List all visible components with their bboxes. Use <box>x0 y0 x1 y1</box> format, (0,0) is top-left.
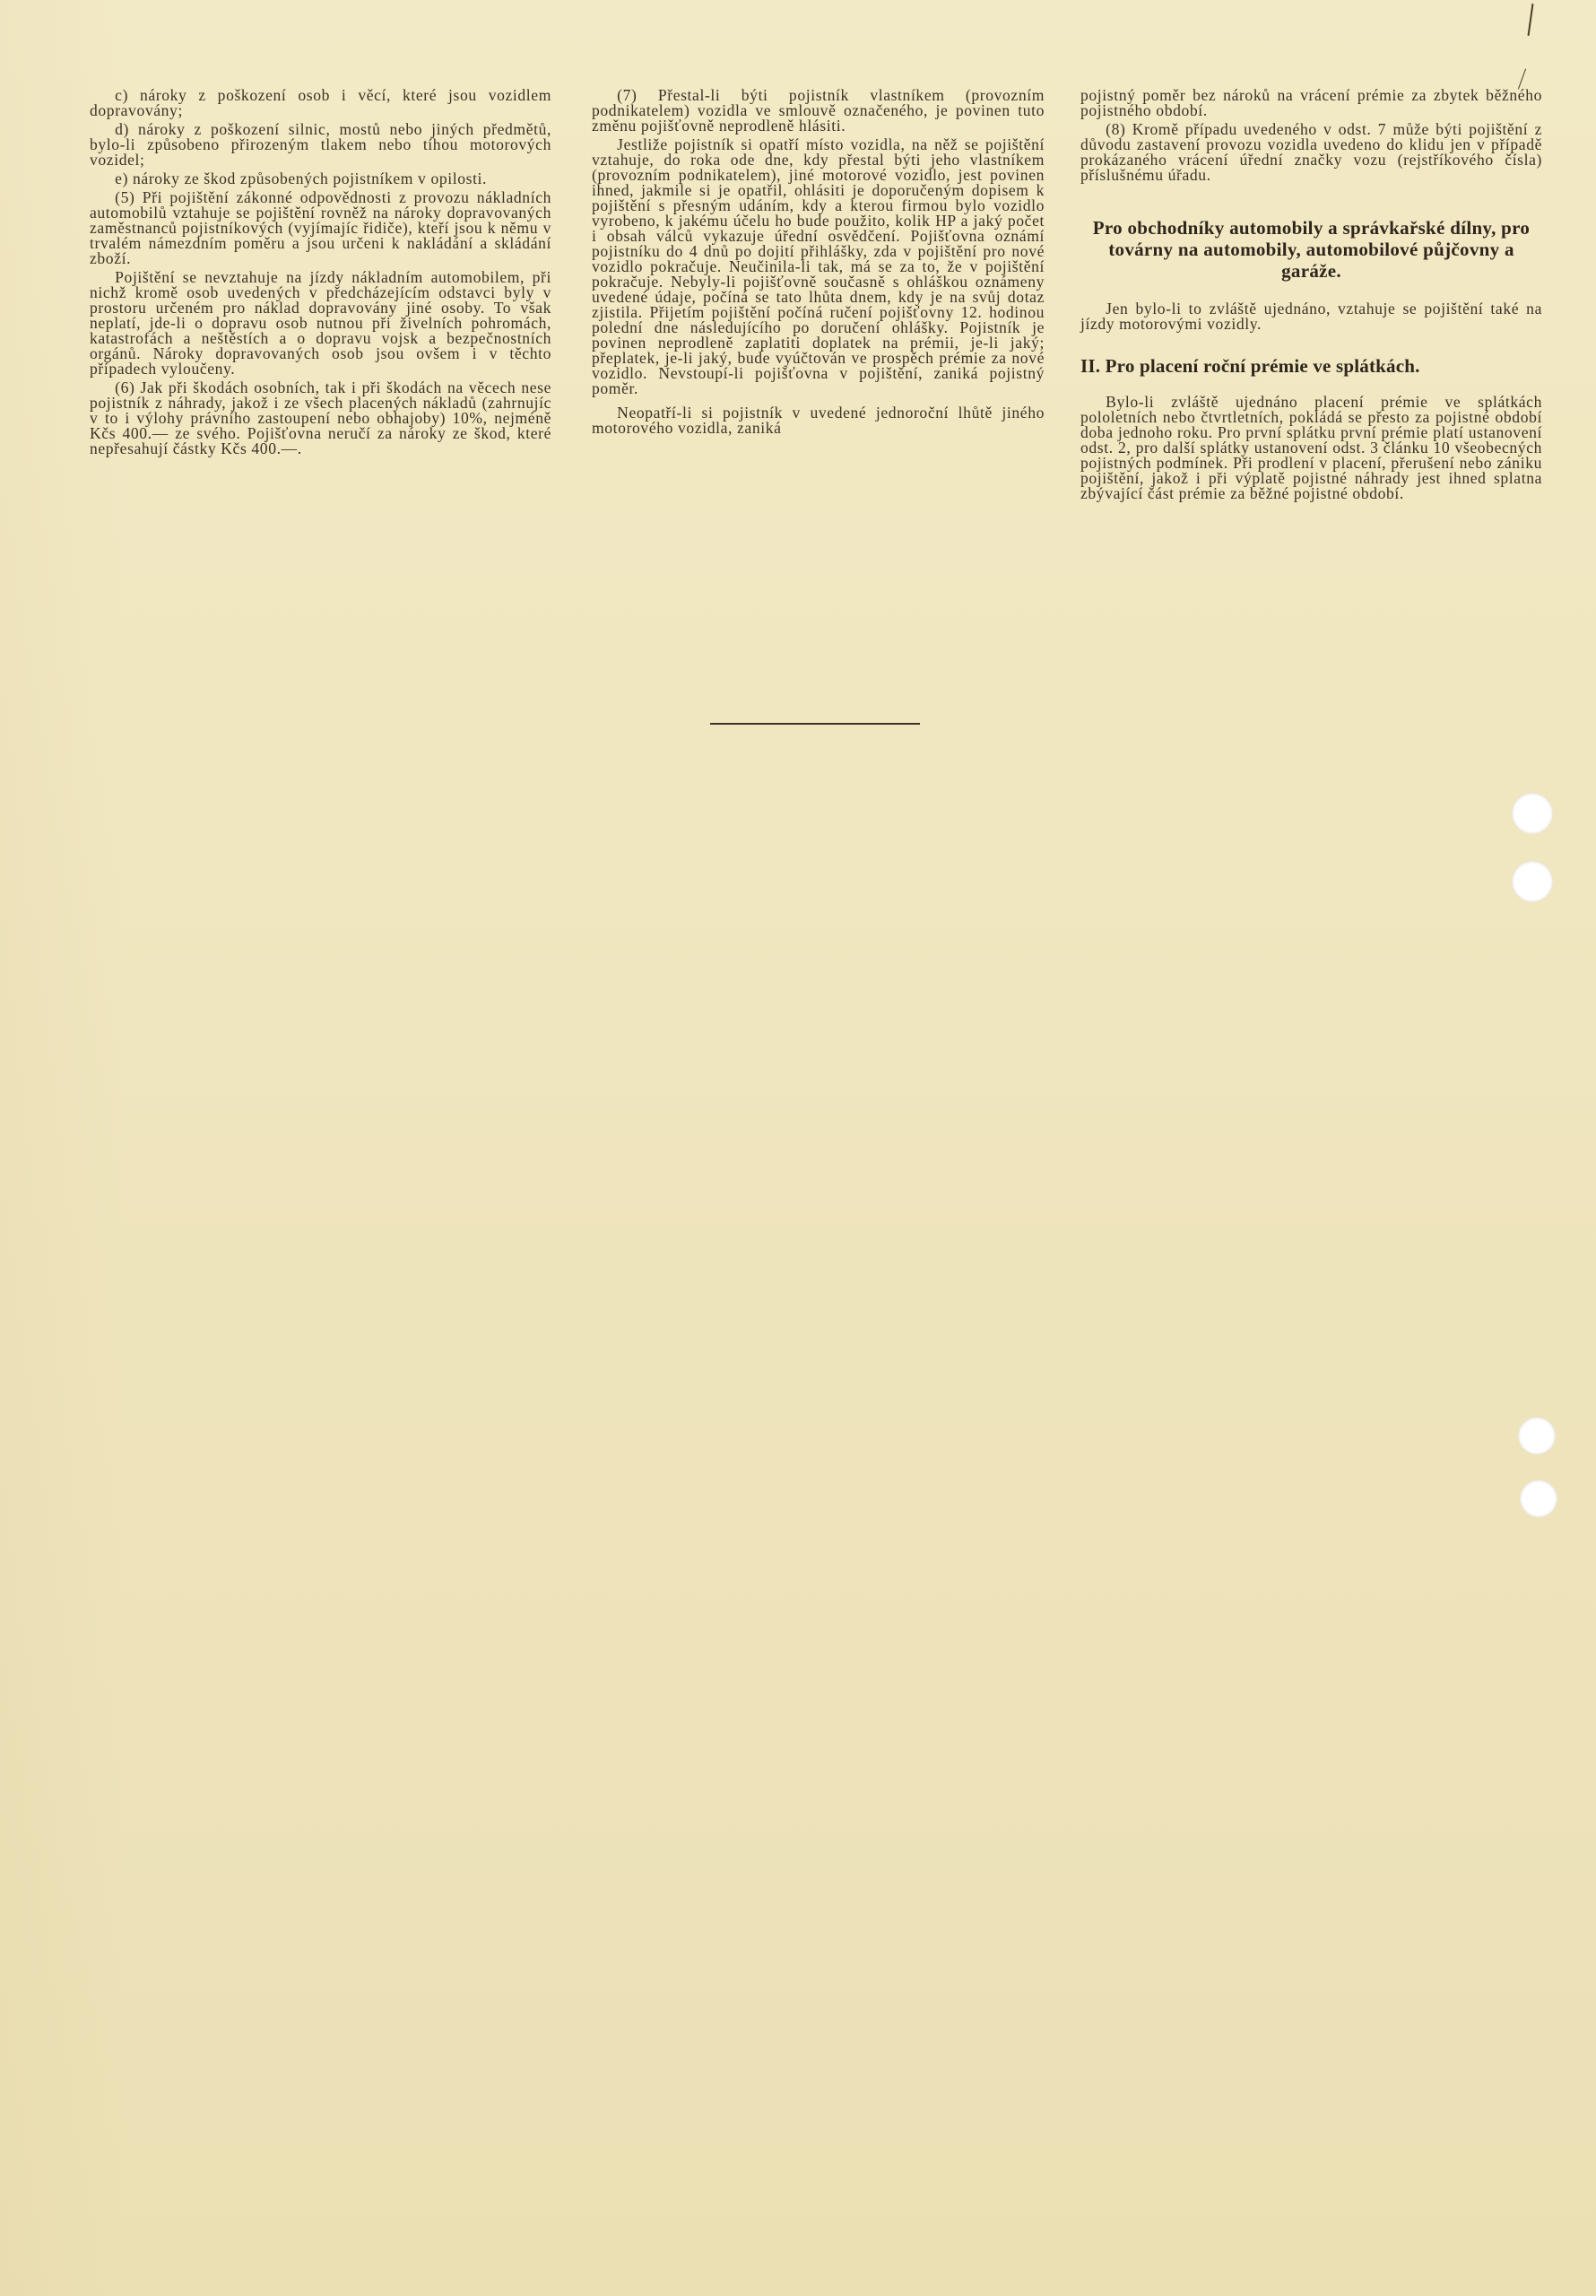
text-column-left <box>90 88 551 460</box>
punch-hole <box>1518 1417 1556 1455</box>
paragraph: Neopatří-li si pojistník v uvedené jednoroční lhůtě jiného motorového vozidla, zaniká <box>592 404 1045 437</box>
section-heading: Pro obchodníky automobily a správkařské dílny, pro továrny na automobily, automobilové půjčovny a garáže. <box>1092 217 1531 282</box>
punch-hole <box>1520 1480 1557 1518</box>
paragraph: (8) Kromě případu uvedeného v odst. 7 může býti pojištění z důvodu zastavení provozu vozidla uvedeno do klidu jen v případě prokázaného vrácení úřední značky vozu (rejstříkového čísla) příslušnému úřadu. <box>1080 120 1542 184</box>
pen-mark <box>1528 4 1534 36</box>
paragraph: Pojištění se nevztahuje na jízdy nákladním automobilem, při nichž kromě osob uvedených v předcházejícím odstavci byly v prostoru určeném pro náklad dopravovány jiné osoby. To však neplatí, jde-li o dopravu osob nutnou při živelních pohromách, katastrofách a neštěstích a o dopravu vojsk a bezpečnostních orgánů. Nároky dopravovaných osob jsou ovšem i v těchto případech vyloučeny. <box>90 268 551 378</box>
paragraph: Bylo-li zvláště ujednáno placení prémie ve splátkách pololetních nebo čtvrtletních, pokládá se přesto za pojistné období doba jednoho roku. Pro první splátku první prémie platí ustanovení odst. 2, pro další splátky ustanovení odst. 3 článku 10 všeobecných pojistných podmínek. Při prodlení v placení, přerušení nebo zániku pojištění, jakož i při výplatě pojistné náhrady jest ihned splatna zbývající část prémie za běžné pojistné období. <box>1080 393 1542 502</box>
section-title: II. Pro placení roční prémie ve splátkách. <box>1080 355 1420 377</box>
punch-hole <box>1512 861 1553 902</box>
paragraph: Jen bylo-li to zvláště ujednáno, vztahuje se pojištění také na jízdy motorovými vozidly. <box>1080 300 1542 333</box>
paragraph: e) nároky ze škod způsobených pojistníkem v opilosti. <box>115 170 488 187</box>
paragraph: (5) Při pojištění zákonné odpovědnosti z provozu nákladních automobilů vztahuje se pojištění rovněž na nároky dopravovaných zaměstnanců pojistníkových (vyjímajíc řidiče), kteří jsou k němu v trvalém námezdním poměru a jsou určeni k nakládání a skládání zboží. <box>90 188 551 267</box>
paragraph: Jestliže pojistník si opatří místo vozidla, na něž se pojištění vztahuje, do roka ode dne, kdy přestal býti jeho vlastníkem (provozním podnikatelem), jiné motorové vozidlo, jest povinen ihned, jakmile si je opatřil, ohlásiti je doporučeným dopisem k pojištění s přesným udáním, kdy a kterou firmou bylo vozidlo vyrobeno, k jakému účelu ho bude použito, kolik HP a jaký počet i obsah válců vykazuje úřední osvědčení. Pojišťovna oznámí pojistníku do 4 dnů po dojití přihlášky, zda v pojištění pro nové vozidlo pokračuje. Neučinila-li tak, má se za to, že v pojištění pokračuje. Nebyly-li pojišťovně současně s ohláškou oznámeny uvedené údaje, počíná se tato lhůta dnem, kdy je na svůj dotaz zjistila. Přijetím pojištění počíná ručení pojišťovny 12. hodinou polední dne následujícího po doručení ohlášky. Pojistník je povinen neprodleně zaplatiti doplatek na prémii, je-li jaký; přeplatek, je-li jaký, bude vyúčtován ve prospěch prémie za nové vozidlo. Nevstoupí-li pojišťovna v pojištění, zaniká pojistný poměr. <box>592 135 1045 397</box>
paragraph: d) nároky z poškození silnic, mostů nebo jiných předmětů, bylo-li způsobeno přirozeným tlakem nebo tíhou motorových vozidel; <box>90 120 551 169</box>
paragraph: c) nároky z poškození osob i věcí, které jsou vozidlem dopravovány; <box>90 86 551 119</box>
paragraph: (7) Přestal-li býti pojistník vlastníkem (provozním podnikatelem) vozidla ve smlouvě označeného, je povinen tuto změnu pojišťovně neprodleně hlásiti. <box>592 86 1045 135</box>
text-column-middle <box>592 88 1045 439</box>
text-column-right <box>1080 88 1542 505</box>
paragraph: (6) Jak při škodách osobních, tak i při škodách na věcech nese pojistník z náhrady, jakož i ze všech placených nákladů (zahrnujíc v to i výlohy právního zastoupení nebo obhajoby) 10%, nejméně Kčs 400.— ze svého. Pojišťovna neručí za nároky ze škod, které nepřesahují částky Kčs 400.—. <box>90 378 551 457</box>
punch-hole <box>1512 793 1553 834</box>
paragraph: pojistný poměr bez nároků na vrácení prémie za zbytek běžného pojistného období. <box>1080 86 1542 119</box>
end-rule-divider <box>710 723 920 725</box>
